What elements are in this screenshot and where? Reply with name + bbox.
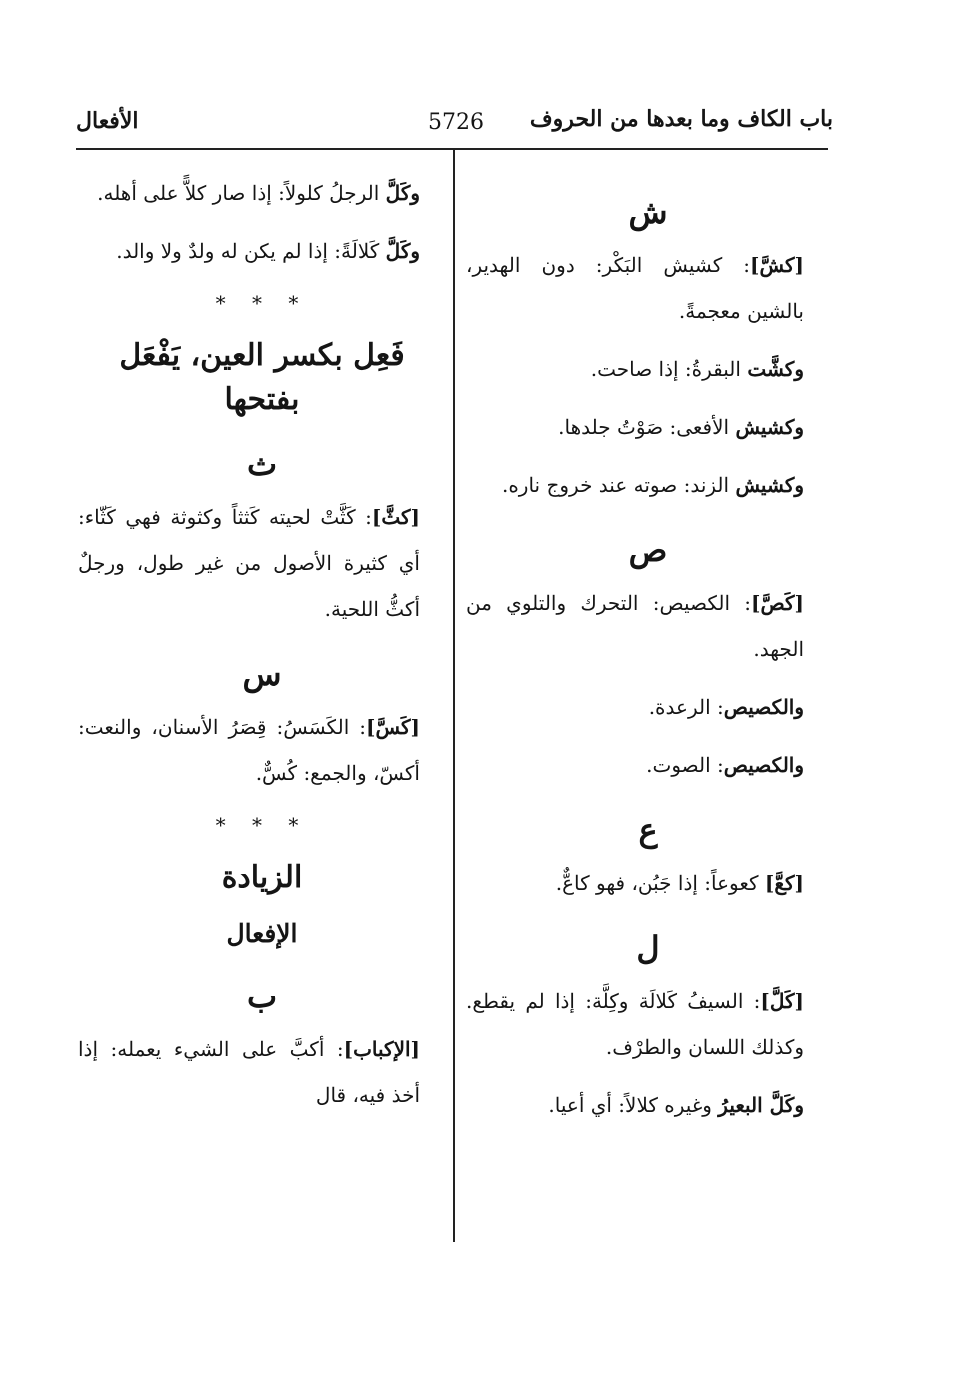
column-divider — [453, 150, 455, 1242]
letter-heading-sh: ش — [628, 193, 668, 231]
right-column — [466, 170, 830, 1240]
afal-title: الإفعال — [226, 919, 298, 948]
entry-keyword: وكَلَّ البعيرُ — [718, 1093, 804, 1117]
entry-keyword: [كَسَّ] — [366, 715, 420, 739]
entry-keyword: وكشيش — [735, 473, 804, 497]
entry-keyword: [كعَّ] — [764, 871, 804, 895]
entry-kassa — [466, 580, 830, 672]
section-separator: * * * — [215, 813, 309, 837]
entry-keyword: وكَلَّ — [385, 239, 420, 263]
entry-kashsha — [466, 242, 830, 334]
header-rule — [76, 148, 828, 150]
entry-keyword: وكشَّت — [747, 357, 804, 381]
entry-text: وغيره كلالاً: أي أعيا. — [548, 1093, 712, 1117]
entry-kalla — [466, 978, 830, 1070]
entry-text: : أكبَّ على الشيء يعمله: إذا أخذ فيه، قال — [78, 1037, 420, 1107]
entry-text: : السيفُ كَلالَة وكِلَّة: إذا لم يقطع. وكذلك اللسان والطرْف. — [466, 989, 804, 1059]
entry-text: : كَثَّتْ لحيته كَثثاً وكثوثة فهي كَثّاء: أي كثيرة الأصول من غير طول، ورجلٌ أكثُّ اللحية. — [78, 505, 420, 621]
section-title: فَعِل بكسر العين، يَفْعَل بفتحها — [119, 338, 405, 417]
entry-kaththa — [78, 494, 446, 632]
header-section-title: باب الكاف وما بعدها من الحروف — [529, 106, 833, 132]
ziyada-title: الزيادة — [221, 860, 303, 895]
entry-kassa-sin — [78, 704, 446, 796]
entry-kalla-rajul — [78, 170, 446, 216]
entry-keyword: [كثَّ] — [371, 505, 420, 529]
header-chapter-title: الأفعال — [76, 108, 139, 134]
entry-kasis-raada — [466, 684, 830, 730]
letter-heading-tha: ث — [246, 445, 278, 483]
entry-text: : الصوت. — [646, 753, 724, 777]
entry-text: الرجلُ كلولاً: إذا صار كلاًّ على أهله. — [97, 181, 380, 205]
entry-keyword: وكشيش — [735, 415, 804, 439]
entry-keyword: [كَصَّ] — [751, 591, 804, 615]
entry-text: الأفعى: صَوْتُ جلدها. — [558, 415, 730, 439]
entry-kashshat — [466, 346, 830, 392]
entry-keyword: وكَلَّ — [385, 181, 420, 205]
left-column — [78, 170, 446, 1240]
letter-heading-sin: س — [242, 655, 282, 693]
entry-keyword: والكصيص — [723, 753, 804, 777]
letter-heading-sad: ص — [628, 531, 668, 569]
entry-keyword: [كشَّ] — [750, 253, 804, 277]
entry-text: : كشيش البَكْر: دون الهدير، بالشين معجمةً. — [466, 253, 804, 323]
entry-kaa — [466, 860, 830, 906]
entry-text: : الكَسَسُ: قِصَرُ الأسنان، والنعت: أكسّ، والجمع: كُسٌّ. — [78, 715, 420, 785]
entry-kashish-zand — [466, 462, 830, 508]
letter-heading-ba: ب — [246, 977, 278, 1015]
entry-kashish-afa — [466, 404, 830, 450]
entry-text: كعوعاً: إذا جَبُن، فهو كاعٌّ. — [555, 871, 759, 895]
running-header — [76, 106, 833, 146]
entry-kasis-sawt — [466, 742, 830, 788]
entry-text: كَلالَةً: إذا لم يكن له ولدٌ ولا والد. — [116, 239, 380, 263]
section-separator: * * * — [215, 291, 309, 315]
entry-text: الزند: صوته عند خروج ناره. — [501, 473, 730, 497]
entry-keyword: والكصيص — [723, 695, 804, 719]
entry-text: البقرةُ: إذا صاحت. — [590, 357, 741, 381]
entry-text: : الرعدة. — [648, 695, 724, 719]
entry-keyword: [الإكباب] — [343, 1037, 420, 1061]
entry-kalala — [78, 228, 446, 274]
entry-keyword: [كَلَّ] — [760, 989, 804, 1013]
entry-text: : الكصيص: التحرك والتلوي من الجهد. — [466, 591, 804, 661]
entry-kalla-baeer — [466, 1082, 830, 1128]
page-number: 5726 — [428, 110, 484, 135]
letter-heading-lam: ل — [636, 929, 660, 967]
entry-ikbab — [78, 1026, 446, 1118]
letter-heading-ayn: ع — [638, 811, 658, 849]
